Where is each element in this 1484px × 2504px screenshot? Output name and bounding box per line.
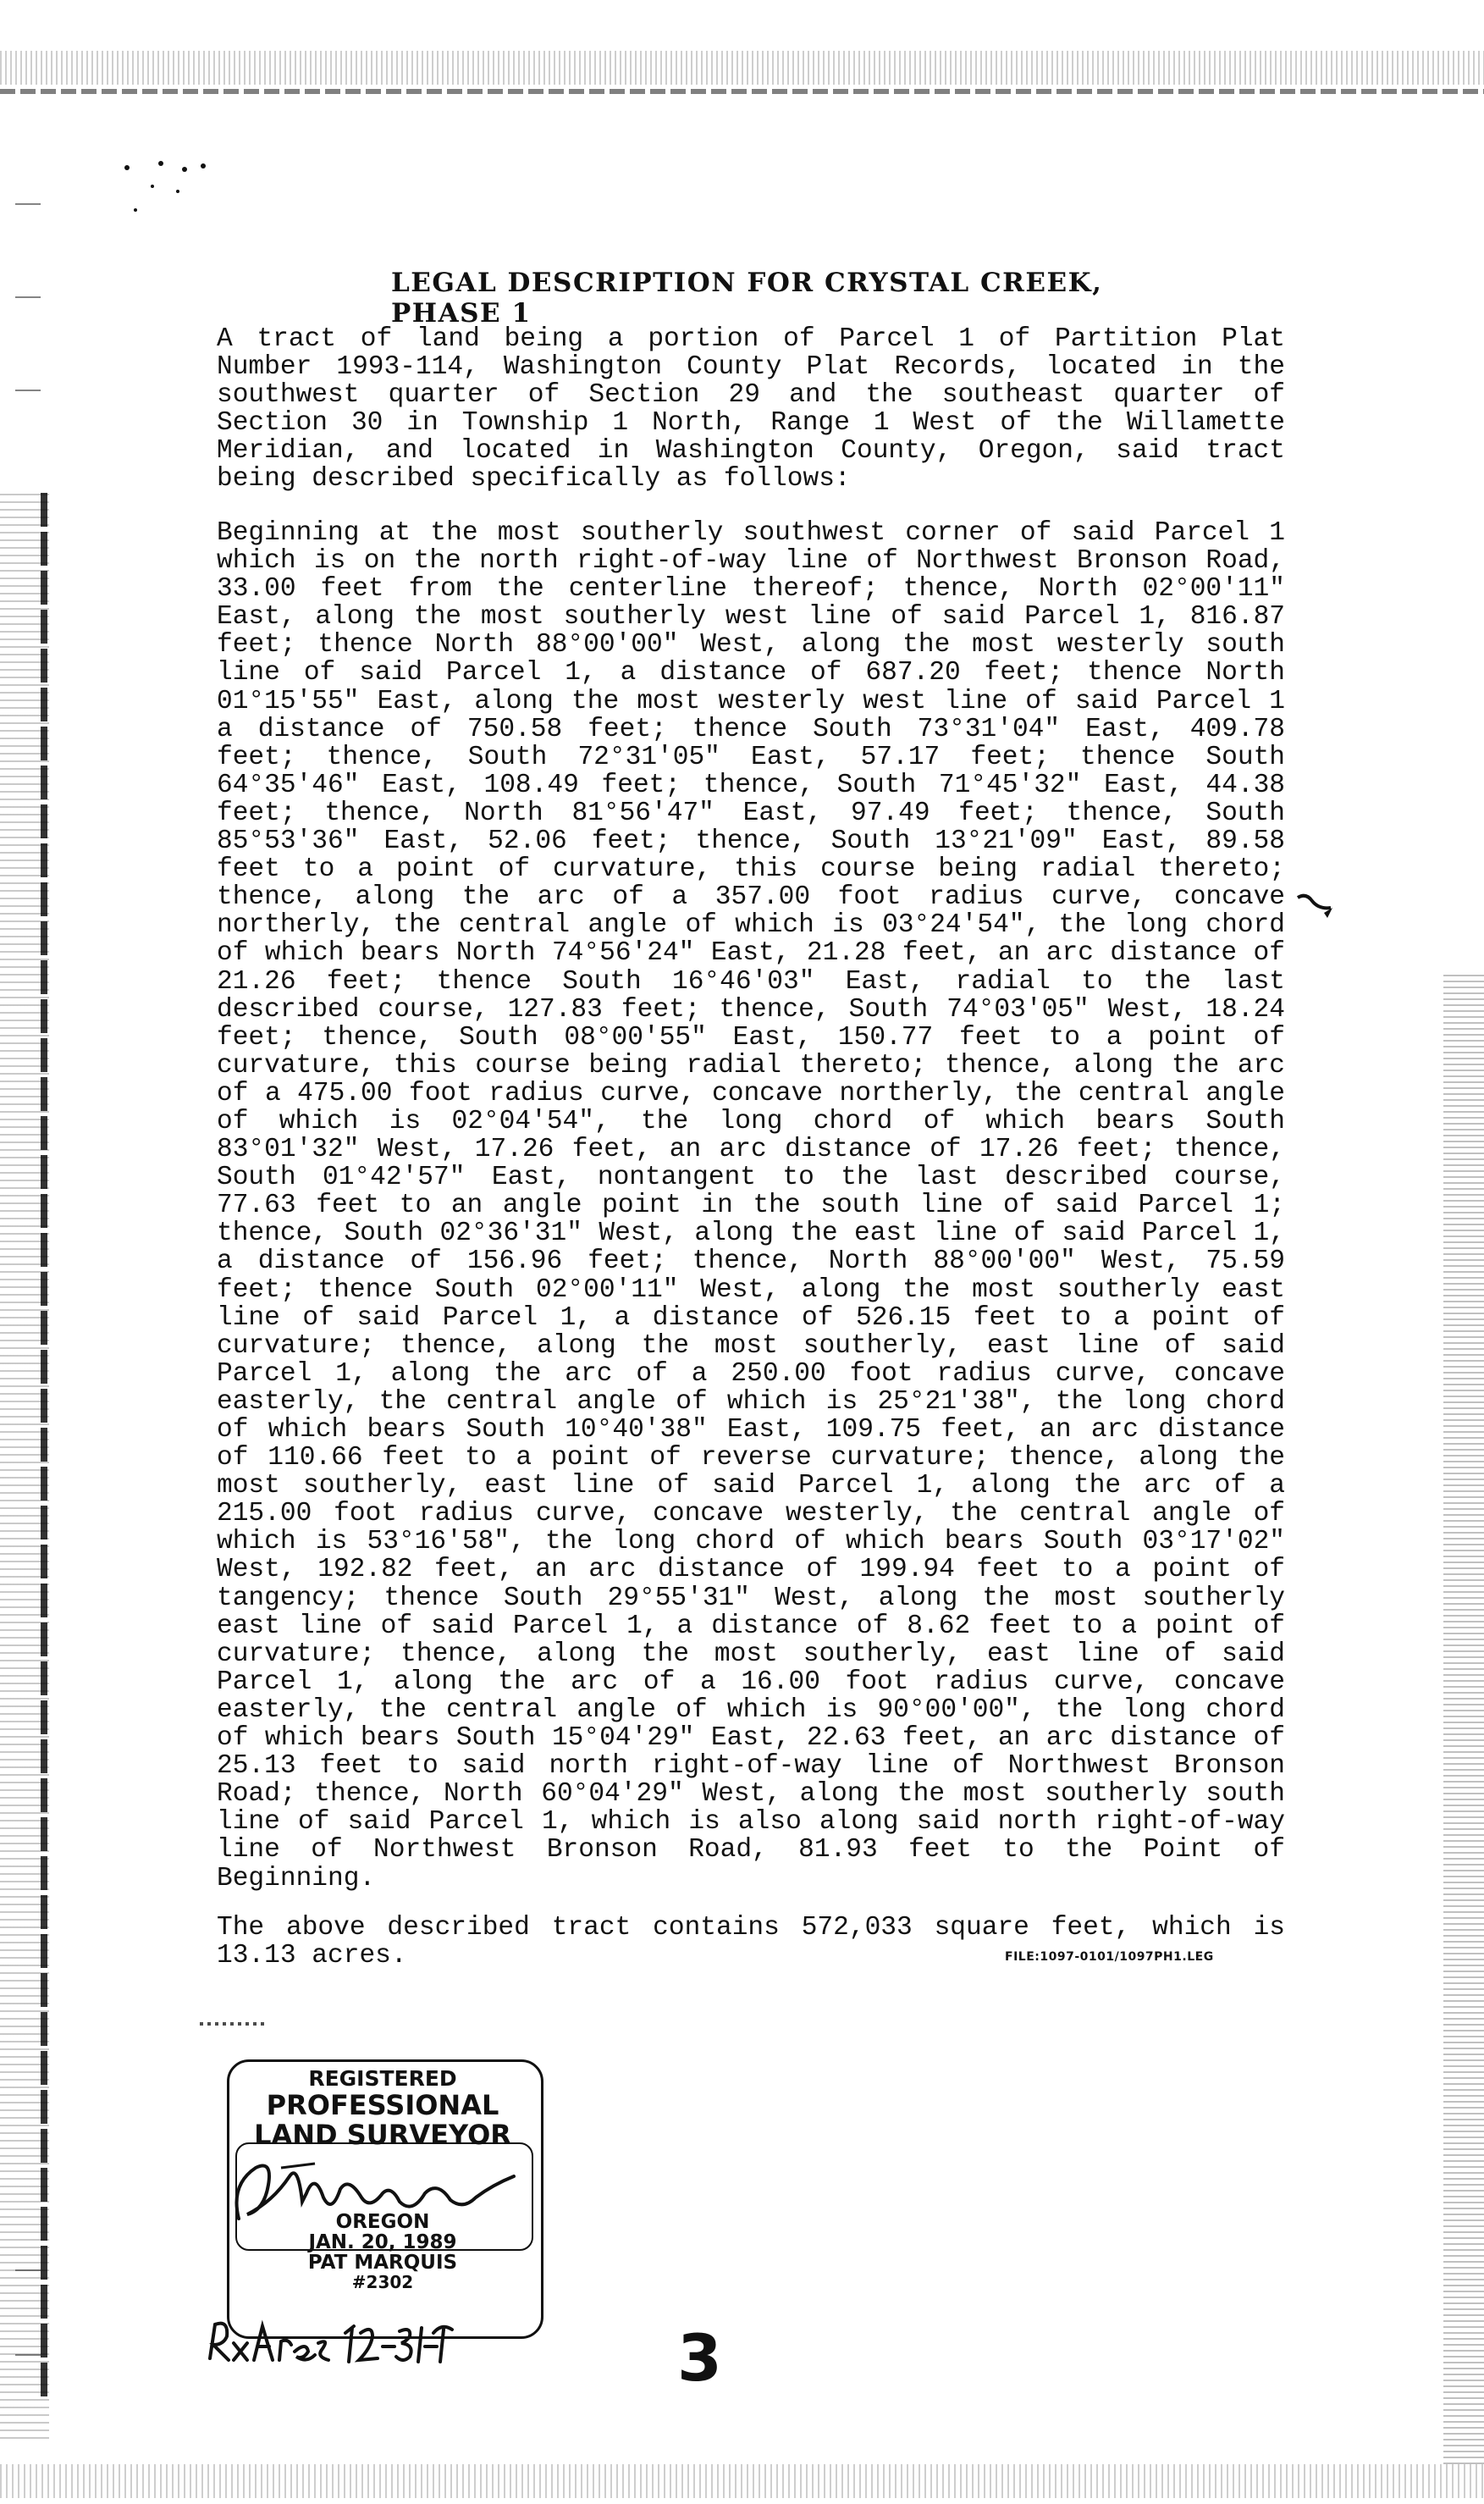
margin-tick — [15, 390, 41, 391]
stamp-line-land-surveyor: LAND SURVEYOR — [254, 2119, 511, 2151]
margin-tick — [15, 203, 41, 205]
scan-noise-right — [1443, 974, 1484, 2464]
stamp-line-license-number: #2302 — [351, 2272, 414, 2292]
tract-intro-paragraph: A tract of land being a portion of Parcel 1 of Partition Plat Number 1993-114, Washington County Plat Records, located in the southwest quarter of Section 29 and the southeast quarter of Section 30 in Township 1 North, Range 1 West of the Willamette Meridian, and located in Washington County, Oregon, said tract being described specifically as follows: — [217, 324, 1285, 495]
margin-pen-mark — [1294, 889, 1336, 923]
stamp-line-registered: REGISTERED — [308, 2066, 457, 2091]
scan-specks — [119, 159, 288, 218]
margin-tick — [15, 296, 41, 298]
page-number: 3 — [677, 2320, 722, 2396]
stamp-line-date: JAN. 20, 1989 — [308, 2231, 457, 2253]
document-title: LEGAL DESCRIPTION FOR CRYSTAL CREEK, PHASE 1 — [391, 268, 1103, 329]
stamp-line-professional: PROFESSIONAL — [266, 2089, 499, 2121]
margin-tick — [15, 2354, 41, 2356]
stamp-line-oregon: OREGON — [335, 2211, 430, 2233]
margin-tick — [15, 2269, 41, 2271]
metes-and-bounds-paragraph: Beginning at the most southerly southwest corner of said Parcel 1 which is on the north right-of-way line of Northwest Bronson Road, 33.00 feet from the centerline thereof; thence, North 02°00'11" East, along the most southerly west line of said Parcel 1, 816.87 feet; thence North 88°00'00" West, along the most westerly south line of said Parcel 1, a distance of 687.20 feet; thence North 01°15'55" East, along the most westerly west line of said Parcel 1 a distance of 750.58 feet; thence South 73°31'04" East, 409.78 feet; thence, South 72°31'05" East, 57.17 feet; thence South 64°35'46" East, 108.49 feet; thence, South 71°45'32" East, 44.38 feet; thence, North 81°56'47" East, 97.49 feet; thence, South 85°53'36" East, 52.06 feet; thence, South 13°21'09" East, 89.58 feet to a point of curvature, this course being radial thereto; thence, along the arc of a 357.00 foot radius curve, concave northerly, the central angle of which is 03°24'54", the long chord of which bears North 74°56'24" East, 21.28 feet, an arc distance of 21.26 feet; thence South 16°46'03" East, radial to the last described course, 127.83 feet; thence, South 74°03'05" West, 18.24 feet; thence, South 08°00'55" East, 150.77 feet to a point of curvature, this course being radial thereto; thence, along the arc of a 475.00 foot radius curve, concave northerly, the central angle of which is 02°04'54", the long chord of which bears South 83°01'32" West, 17.26 feet, an arc distance of 17.26 feet; thence, South 01°42'57" East, nontangent to the last described course, 77.63 feet to an angle point in the south line of said Parcel 1; thence, South 02°36'31" West, along the east line of said Parcel 1, a distance of 156.96 feet; thence, North 88°00'00" West, 75.59 feet; thence South 02°00'11" West, along the most southerly east line of said Parcel 1, a distance of 526.15 feet to a point of curvature; thence, along the most southerly, east line of said Parcel 1, along the arc of a 250.00 foot radius curve, concave easterly, the central angle of which is 25°21'38", the long chord of which bears South 10°40'38" East, 109.75 feet, an arc distance of 110.66 feet to a point of reverse curvature; thence, along the most southerly, east line of said Parcel 1, along the arc of a 215.00 foot radius curve, concave westerly, the central angle of which is 53°16'58", the long chord of which bears South 03°17'02" West, 192.82 feet, an arc distance of 199.94 feet to a point of tangency; thence South 29°55'31" West, along the most southerly east line of said Parcel 1, a distance of 8.62 feet to a point of curvature; thence, along the most southerly, east line of said Parcel 1, along the arc of a 16.00 foot radius curve, concave easterly, the central angle of which is 90°00'00", the long chord of which bears South 15°04'29" East, 22.63 feet, an arc distance of 25.13 feet to said north right-of-way line of Northwest Bronson Road; thence, North 60°04'29" West, along the most southerly south line of said Parcel 1, which is also along said north right-of-way line of Northwest Bronson Road, 81.93 feet to the Point of Beginning. — [217, 518, 1285, 1893]
area-summary-paragraph: The above described tract contains 572,033 square feet, which is 13.13 acres. — [217, 1913, 1285, 1971]
scan-binding-bar — [41, 491, 47, 2396]
scan-noise-top — [0, 51, 1484, 85]
scan-noise-top-line — [0, 89, 1484, 94]
scan-noise-bottom — [0, 2464, 1484, 2498]
handwritten-expiration — [203, 2308, 457, 2375]
file-code: FILE:1097-0101/1097PH1.LEG — [1005, 1950, 1214, 1964]
dotted-mark — [200, 2022, 268, 2026]
stamp-line-name: PAT MARQUIS — [307, 2252, 458, 2274]
